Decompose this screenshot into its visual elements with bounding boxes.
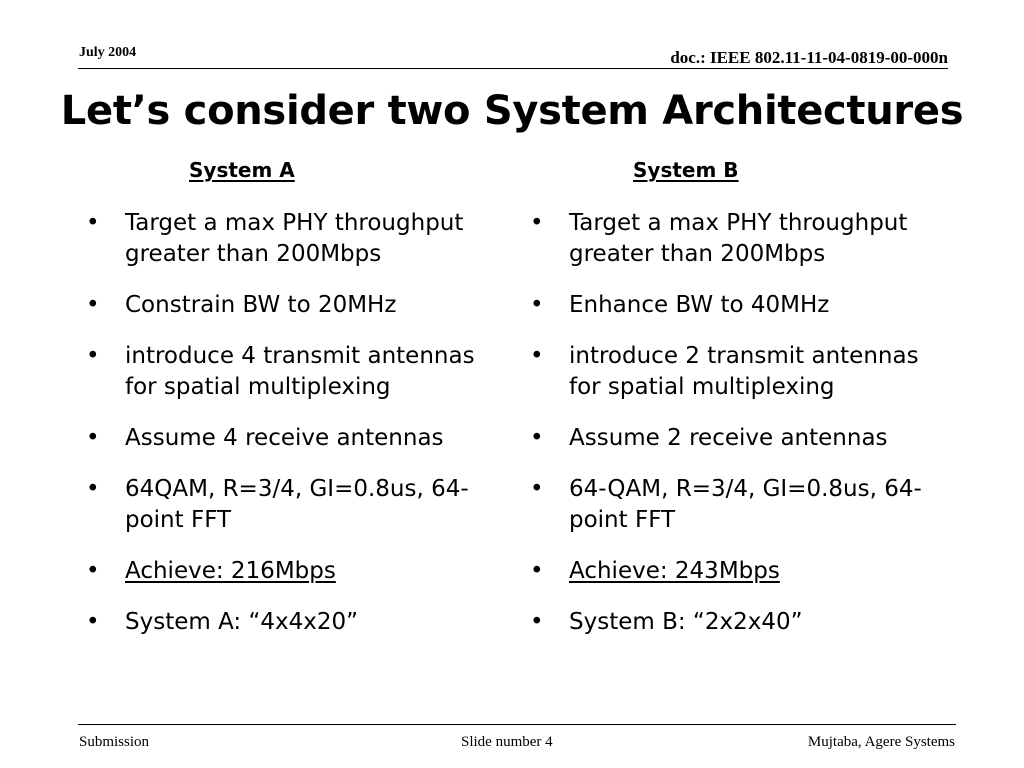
- bullet-item: [530, 607, 930, 638]
- footer-submission: Submission: [79, 734, 150, 750]
- bullet-text: Enhance BW to 40MHz: [569, 292, 830, 318]
- system-a-bullet-list: [86, 208, 486, 658]
- bullet-text: introduce 2 transmit antennas for spatial multiplexing: [569, 343, 919, 400]
- header-doc-id: doc.: IEEE 802.11-11-04-0819-00-000n: [670, 48, 948, 67]
- bullet-icon: •: [86, 292, 100, 318]
- bullet-icon: •: [530, 425, 544, 451]
- bullet-item: [530, 556, 930, 587]
- bullet-text: Assume 2 receive antennas: [569, 425, 888, 451]
- bullet-icon: •: [530, 343, 544, 369]
- bullet-icon: •: [86, 343, 100, 369]
- footer-divider: [78, 724, 956, 725]
- header-divider: [78, 68, 948, 69]
- bullet-text: 64QAM, R=3/4, GI=0.8us, 64-point FFT: [125, 476, 469, 533]
- bullet-icon: •: [86, 210, 100, 236]
- bullet-icon: •: [530, 476, 544, 502]
- bullet-item: [530, 341, 930, 403]
- bullet-icon: •: [86, 558, 100, 584]
- bullet-item: [86, 341, 486, 403]
- bullet-icon: •: [86, 476, 100, 502]
- system-b-bullet-list: [530, 208, 930, 658]
- system-a-heading: System A: [189, 158, 295, 182]
- bullet-item: [530, 474, 930, 536]
- bullet-text: System A: “4x4x20”: [125, 609, 359, 635]
- bullet-item: [530, 208, 930, 270]
- bullet-item: [86, 556, 486, 587]
- bullet-icon: •: [530, 558, 544, 584]
- system-b-heading: System B: [633, 158, 739, 182]
- bullet-item: [530, 423, 930, 454]
- bullet-item: [530, 290, 930, 321]
- footer-slide-number: Slide number 4: [461, 734, 553, 750]
- bullet-text: Constrain BW to 20MHz: [125, 292, 397, 318]
- bullet-item: [86, 290, 486, 321]
- bullet-text: Achieve: 216Mbps: [125, 558, 336, 584]
- bullet-text: 64-QAM, R=3/4, GI=0.8us, 64-point FFT: [569, 476, 922, 533]
- bullet-item: [86, 607, 486, 638]
- bullet-icon: •: [86, 425, 100, 451]
- bullet-text: introduce 4 transmit antennas for spatial multiplexing: [125, 343, 475, 400]
- bullet-icon: •: [530, 609, 544, 635]
- bullet-text: Target a max PHY throughput greater than 200Mbps: [125, 210, 464, 267]
- bullet-text: Assume 4 receive antennas: [125, 425, 444, 451]
- bullet-text: Target a max PHY throughput greater than 200Mbps: [569, 210, 908, 267]
- bullet-item: [86, 474, 486, 536]
- bullet-text: System B: “2x2x40”: [569, 609, 803, 635]
- bullet-item: [86, 208, 486, 270]
- bullet-text: Achieve: 243Mbps: [569, 558, 780, 584]
- slide-title: Let’s consider two System Architectures: [60, 88, 964, 134]
- footer-author: Mujtaba, Agere Systems: [807, 734, 955, 750]
- bullet-icon: •: [530, 210, 544, 236]
- bullet-item: [86, 423, 486, 454]
- header-date: July 2004: [79, 45, 137, 60]
- bullet-icon: •: [86, 609, 100, 635]
- bullet-icon: •: [530, 292, 544, 318]
